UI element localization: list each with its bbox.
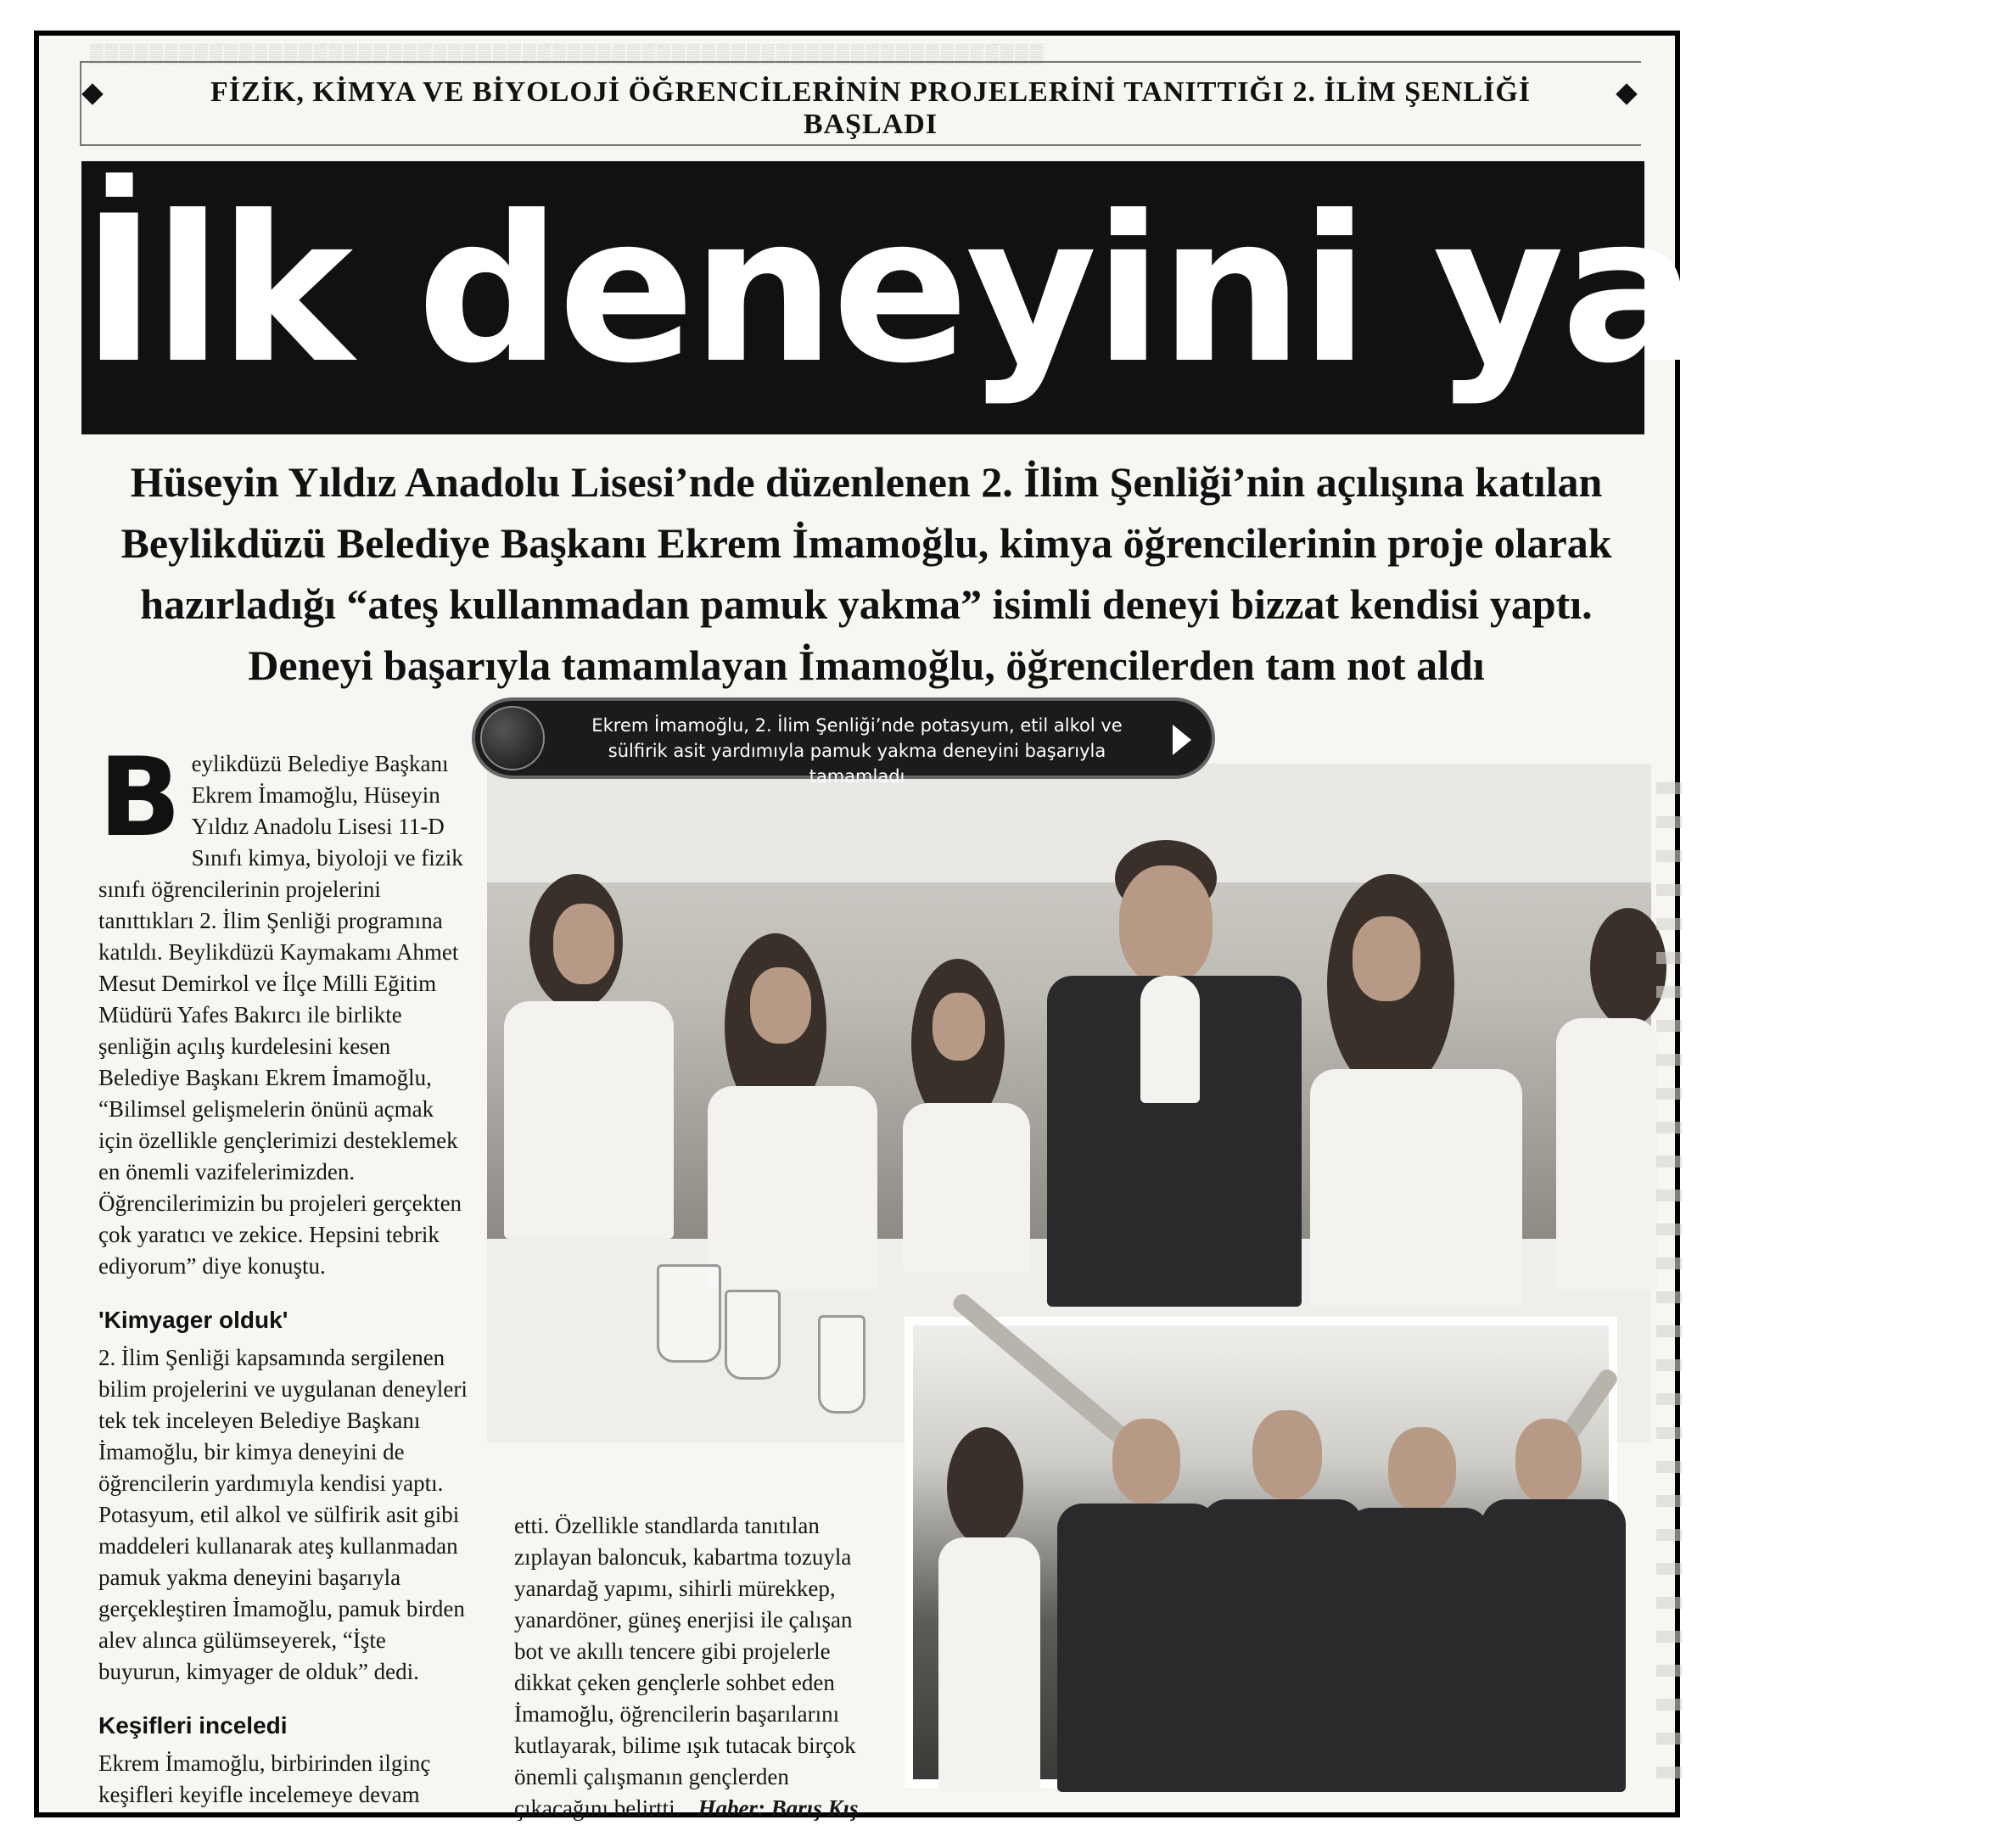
- lead-paragraph: Beylikdüzü Belediye Başkanı Ekrem İmamoğlu, Hüseyin Yıldız Anadolu Lisesi 11-D Sınıfı kimya, biyoloji ve fizik sınıfı öğrencilerinin projelerini tanıttıkları 2. İlim Şenliği programına katıldı. Beylikdüzü Kaymakamı Ahmet Mesut Demirkol ve İlçe Milli Eğitim Müdürü Yafes Bakırcı ile birlikte şenliğin açılış kurdelesini kesen Belediye Başkanı Ekrem İmamoğlu, “Bilimsel gelişmelerin önünü açmak için özellikle gençlerimizi desteklemek en önemli vazifelerimizden. Öğrencilerimizin bu projeleri gerçekten çok yaratıcı ve zekice. Hepsini tebrik ediyorum” diye konuştu.: [98, 735, 463, 1279]
- subheading: 'Kimyager olduk': [98, 1307, 288, 1333]
- photo-caption-text: Ekrem İmamoğlu, 2. İlim Şenliği’nde potasyum, etil alkol ve sülfirik asit yardımıyla pamuk yakma deneyini başarıyla tamamladı: [591, 715, 1123, 787]
- subheading: Keşifleri inceledi: [98, 1712, 288, 1739]
- article-column-left: [98, 735, 472, 1811]
- headline: İlk deneyini yaptı: [81, 173, 1994, 408]
- kicker-heading: FİZİK, KİMYA VE BİYOLOJİ ÖĞRENCİLERİNİN PROJELERİNİ TANITTIĞI 2. İLİM ŞENLİĞİ BAŞLADI: [210, 76, 1532, 140]
- flask-icon: [725, 1290, 781, 1380]
- bleed-through-column: [1656, 782, 1682, 1800]
- body-paragraph: 2. İlim Şenliği kapsamında sergilenen bilim projelerini ve uygulanan deneyleri tek tek inceleyen Belediye Başkanı İmamoğlu, bir kimya deneyini de öğrencilerin yardımıyla kendisi yaptı. Potasyum, etil alkol ve sülfirik asit gibi maddeleri kullanarak ateş kullanmadan pamuk yakma deneyini başarıyla gerçekleştiren İmamoğlu, pamuk birden alev alınca gülümseyerek, “İşte buyurun, kimyager de olduk” dedi.: [98, 1345, 468, 1684]
- article-column-mid: [514, 1510, 879, 1824]
- drop-cap: B: [98, 735, 182, 861]
- photo-caption: [472, 697, 1215, 787]
- byline: Haber: Barış Kış: [697, 1795, 859, 1821]
- deck-summary: Hüseyin Yıldız Anadolu Lisesi’nde düzenlenen 2. İlim Şenliği’nin açılışına katılan Beylikdüzü Belediye Başkanı Ekrem İmamoğlu, kimya öğrencilerinin proje olarak hazırladığı “ateş kullanmadan pamuk yakma” isimli deneyi bizzat kendisi yaptı. Deneyi başarıyla tamamlayan İmamoğlu, öğrencilerden tam not aldı: [120, 458, 1612, 689]
- bleed-through-text: ▒▒▒▒▒▒▒▒▒▒▒▒▒▒▒▒▒▒▒▒▒▒▒▒▒▒▒▒▒▒▒▒▒▒▒▒▒▒▒▒▒▒▒▒▒▒▒▒▒▒▒▒▒▒▒▒▒▒▒▒▒▒▒▒: [90, 42, 1045, 64]
- arrow-right-icon: [1173, 725, 1191, 755]
- headline-banner: [81, 161, 1994, 434]
- body-paragraph: Ekrem İmamoğlu, birbirinden ilginç keşifleri keyifle incelemeye devam: [98, 1750, 431, 1807]
- inset-photo: [905, 1317, 1617, 1788]
- newspaper-clipping: [34, 31, 1994, 1821]
- camera-lens-icon: [480, 706, 545, 770]
- flask-icon: [818, 1315, 865, 1414]
- flask-icon: [657, 1264, 721, 1363]
- body-paragraph: etti. Özellikle standlarda tanıtılan zıplayan baloncuk, kabartma tozuyla yanardağ yapımı, sihirli mürekkep, yanardöner, güneş enerjisi ile çalışan bot ve akıllı tencere gibi projelerle dikkat çeken gençlerle sohbet eden İmamoğlu, öğrencilerin başarılarını kutlayarak, bilime ışık tutacak birçok önemli çalışmanın gençlerden çıkacağını belirtti. Haber: Barış Kış: [514, 1513, 859, 1821]
